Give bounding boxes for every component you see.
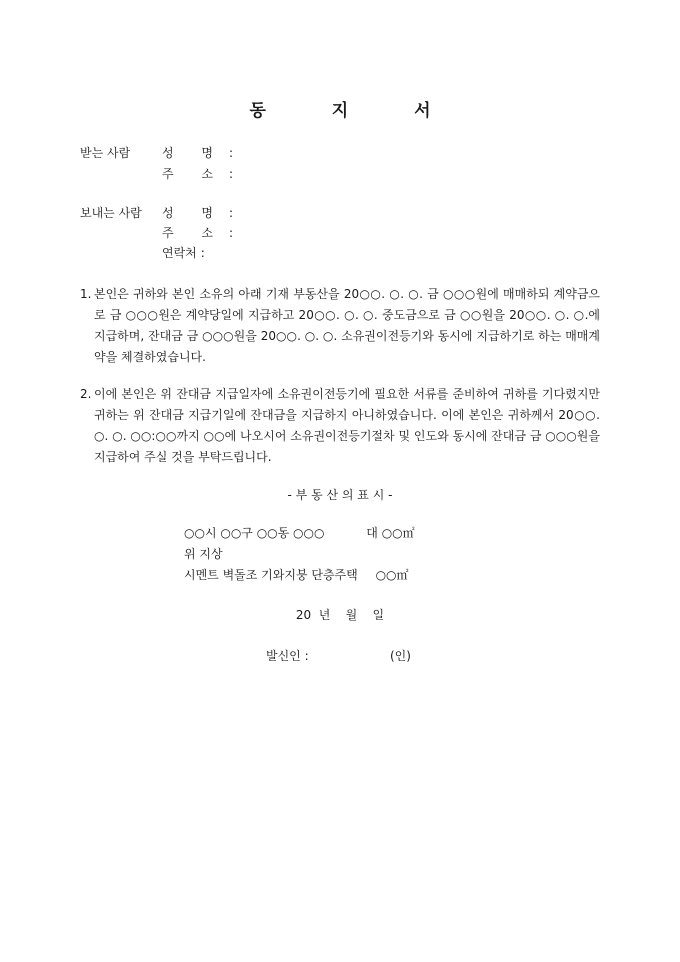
property-line-1 xyxy=(184,524,415,541)
property-building-area: ○○㎡ xyxy=(375,568,409,582)
sender-contact-label: 연락처 xyxy=(162,246,197,260)
sender-name-label: 성 명 xyxy=(162,206,225,220)
sender-name-colon: : xyxy=(229,206,234,220)
seal-mark: (인) xyxy=(390,649,411,663)
paragraph-1 xyxy=(80,284,600,368)
recipient-address-field xyxy=(162,165,233,182)
property-building-desc: 시멘트 벽돌조 기와지붕 단층주택 xyxy=(184,568,358,582)
sender-contact-colon: : xyxy=(200,246,205,260)
recipient-name-label: 성 명 xyxy=(162,146,225,160)
paragraph-2-number: 2. xyxy=(80,387,92,401)
property-address: ○○시 ○○구 ○○동 ○○○ xyxy=(184,526,325,540)
property-line-3 xyxy=(184,566,409,583)
recipient-name-colon: : xyxy=(229,146,234,160)
recipient-address-label: 주 소 xyxy=(162,167,225,181)
sender-address-colon: : xyxy=(229,226,234,240)
recipient-name-field xyxy=(162,144,233,161)
recipient-heading: 받는 사람 xyxy=(80,146,131,160)
paragraph-1-number: 1. xyxy=(80,287,92,301)
sender-name-field xyxy=(162,204,233,221)
property-line-2: 위 지상 xyxy=(184,547,223,561)
sender-address-field xyxy=(162,224,233,241)
date-line: 20 년 월 일 xyxy=(295,608,385,622)
sender-address-label: 주 소 xyxy=(162,226,225,240)
recipient-address-colon: : xyxy=(229,167,234,181)
property-heading: - 부 동 산 의 표 시 - xyxy=(287,488,393,502)
paragraph-2 xyxy=(80,384,600,468)
paragraph-2-text: 이에 본인은 위 잔대금 지급일자에 소유권이전등기에 필요한 서류를 준비하여 귀하를 기다렸지만 귀하는 위 잔대금 지급기일에 잔대금을 지급하지 아니하였습니다. 이에 본인은 귀하께서 20○○. ○. ○. ○○:○○까지 ○○에 나오시어 소유권이전등기절차 및 인도와 동시에 잔대금 금 ○○○원을 지급하여 주실 것을 부탁드립니다. xyxy=(94,387,600,464)
sender-heading: 보내는 사람 xyxy=(80,206,142,220)
paragraph-1-text: 본인은 귀하와 본인 소유의 아래 기재 부동산을 20○○. ○. ○. 금 ○○○원에 매매하되 계약금으로 금 ○○○원은 계약당일에 지급하고 20○○. ○. ○. 중도금으로 금 ○○원을 20○○. ○. ○.에 지급하며, 잔대금 금 ○○○원을 20○○. ○. ○. 소유권이전등기와 동시에 지급하기로 하는 매매계약을 체결하였습니다. xyxy=(94,287,600,364)
document-title: 동 지 서 xyxy=(249,101,461,121)
sender-signature-label: 발신인 : xyxy=(266,649,309,663)
sender-contact-field xyxy=(162,244,205,261)
property-land-area: 대 ○○㎡ xyxy=(366,526,415,540)
